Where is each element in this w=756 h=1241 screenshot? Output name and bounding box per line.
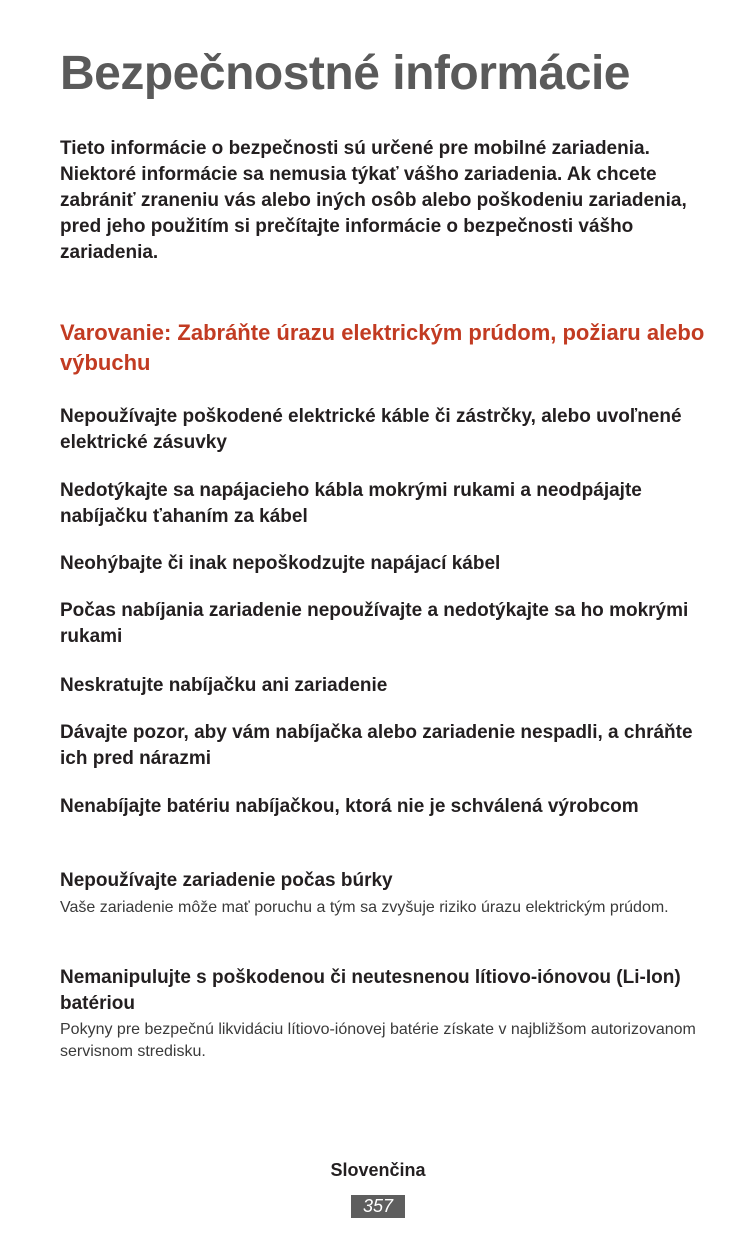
item-heading-charging-use: Počas nabíjania zariadenie nepoužívajte a nedotýkajte sa ho mokrými rukami	[60, 600, 689, 647]
item-heading-damaged-cables: Nepoužívajte poškodené elektrické káble či zástrčky, alebo uvoľnené elektrické zásuvky	[60, 406, 682, 453]
item-heading-short-circuit: Neskratujte nabíjačku ani zariadenie	[60, 675, 388, 696]
intro-paragraph: Tieto informácie o bezpečnosti sú určené pre mobilné zariadenia. Niektoré informácie sa nemusia týkať vášho zariadenia. Ak chcete zabrániť zraneniu vás alebo iných osôb alebo poškodeniu zariadenia, pred jeho použitím si prečítajte informácie o bezpečnosti vášho zariadenia.	[60, 138, 687, 263]
item-heading-drop-impact: Dávajte pozor, aby vám nabíjačka alebo zariadenie nespadli, a chráňte ich pred nárazmi	[60, 722, 693, 769]
item-heading-storm: Nepoužívajte zariadenie počas búrky	[60, 870, 393, 891]
page-number: 357	[351, 1195, 405, 1218]
footer-language: Slovenčina	[330, 1160, 426, 1180]
item-body-storm: Vaše zariadenie môže mať poruchu a tým sa zvyšuje riziko úrazu elektrickým prúdom.	[60, 899, 669, 916]
item-heading-battery: Nemanipulujte s poškodenou či neutesnenou lítiovo-iónovou (Li-Ion) batériou	[60, 967, 681, 1014]
warning-heading: Varovanie: Zabráňte úrazu elektrickým prúdom, požiaru alebo výbuchu	[60, 320, 705, 375]
item-heading-wet-hands: Nedotýkajte sa napájacieho kábla mokrými rukami a neodpájajte nabíjačku ťahaním za kábel	[60, 480, 642, 527]
item-heading-unapproved-charger: Nenabíjajte batériu nabíjačkou, ktorá nie je schválená výrobcom	[60, 796, 639, 817]
item-body-battery: Pokyny pre bezpečnú likvidáciu lítiovo-iónovej batérie získate v najbližšom autorizovanom servisnom stredisku.	[60, 1021, 696, 1060]
item-heading-bend-cable: Neohýbajte či inak nepoškodzujte napájací kábel	[60, 553, 501, 574]
page-title: Bezpečnostné informácie	[60, 47, 630, 100]
